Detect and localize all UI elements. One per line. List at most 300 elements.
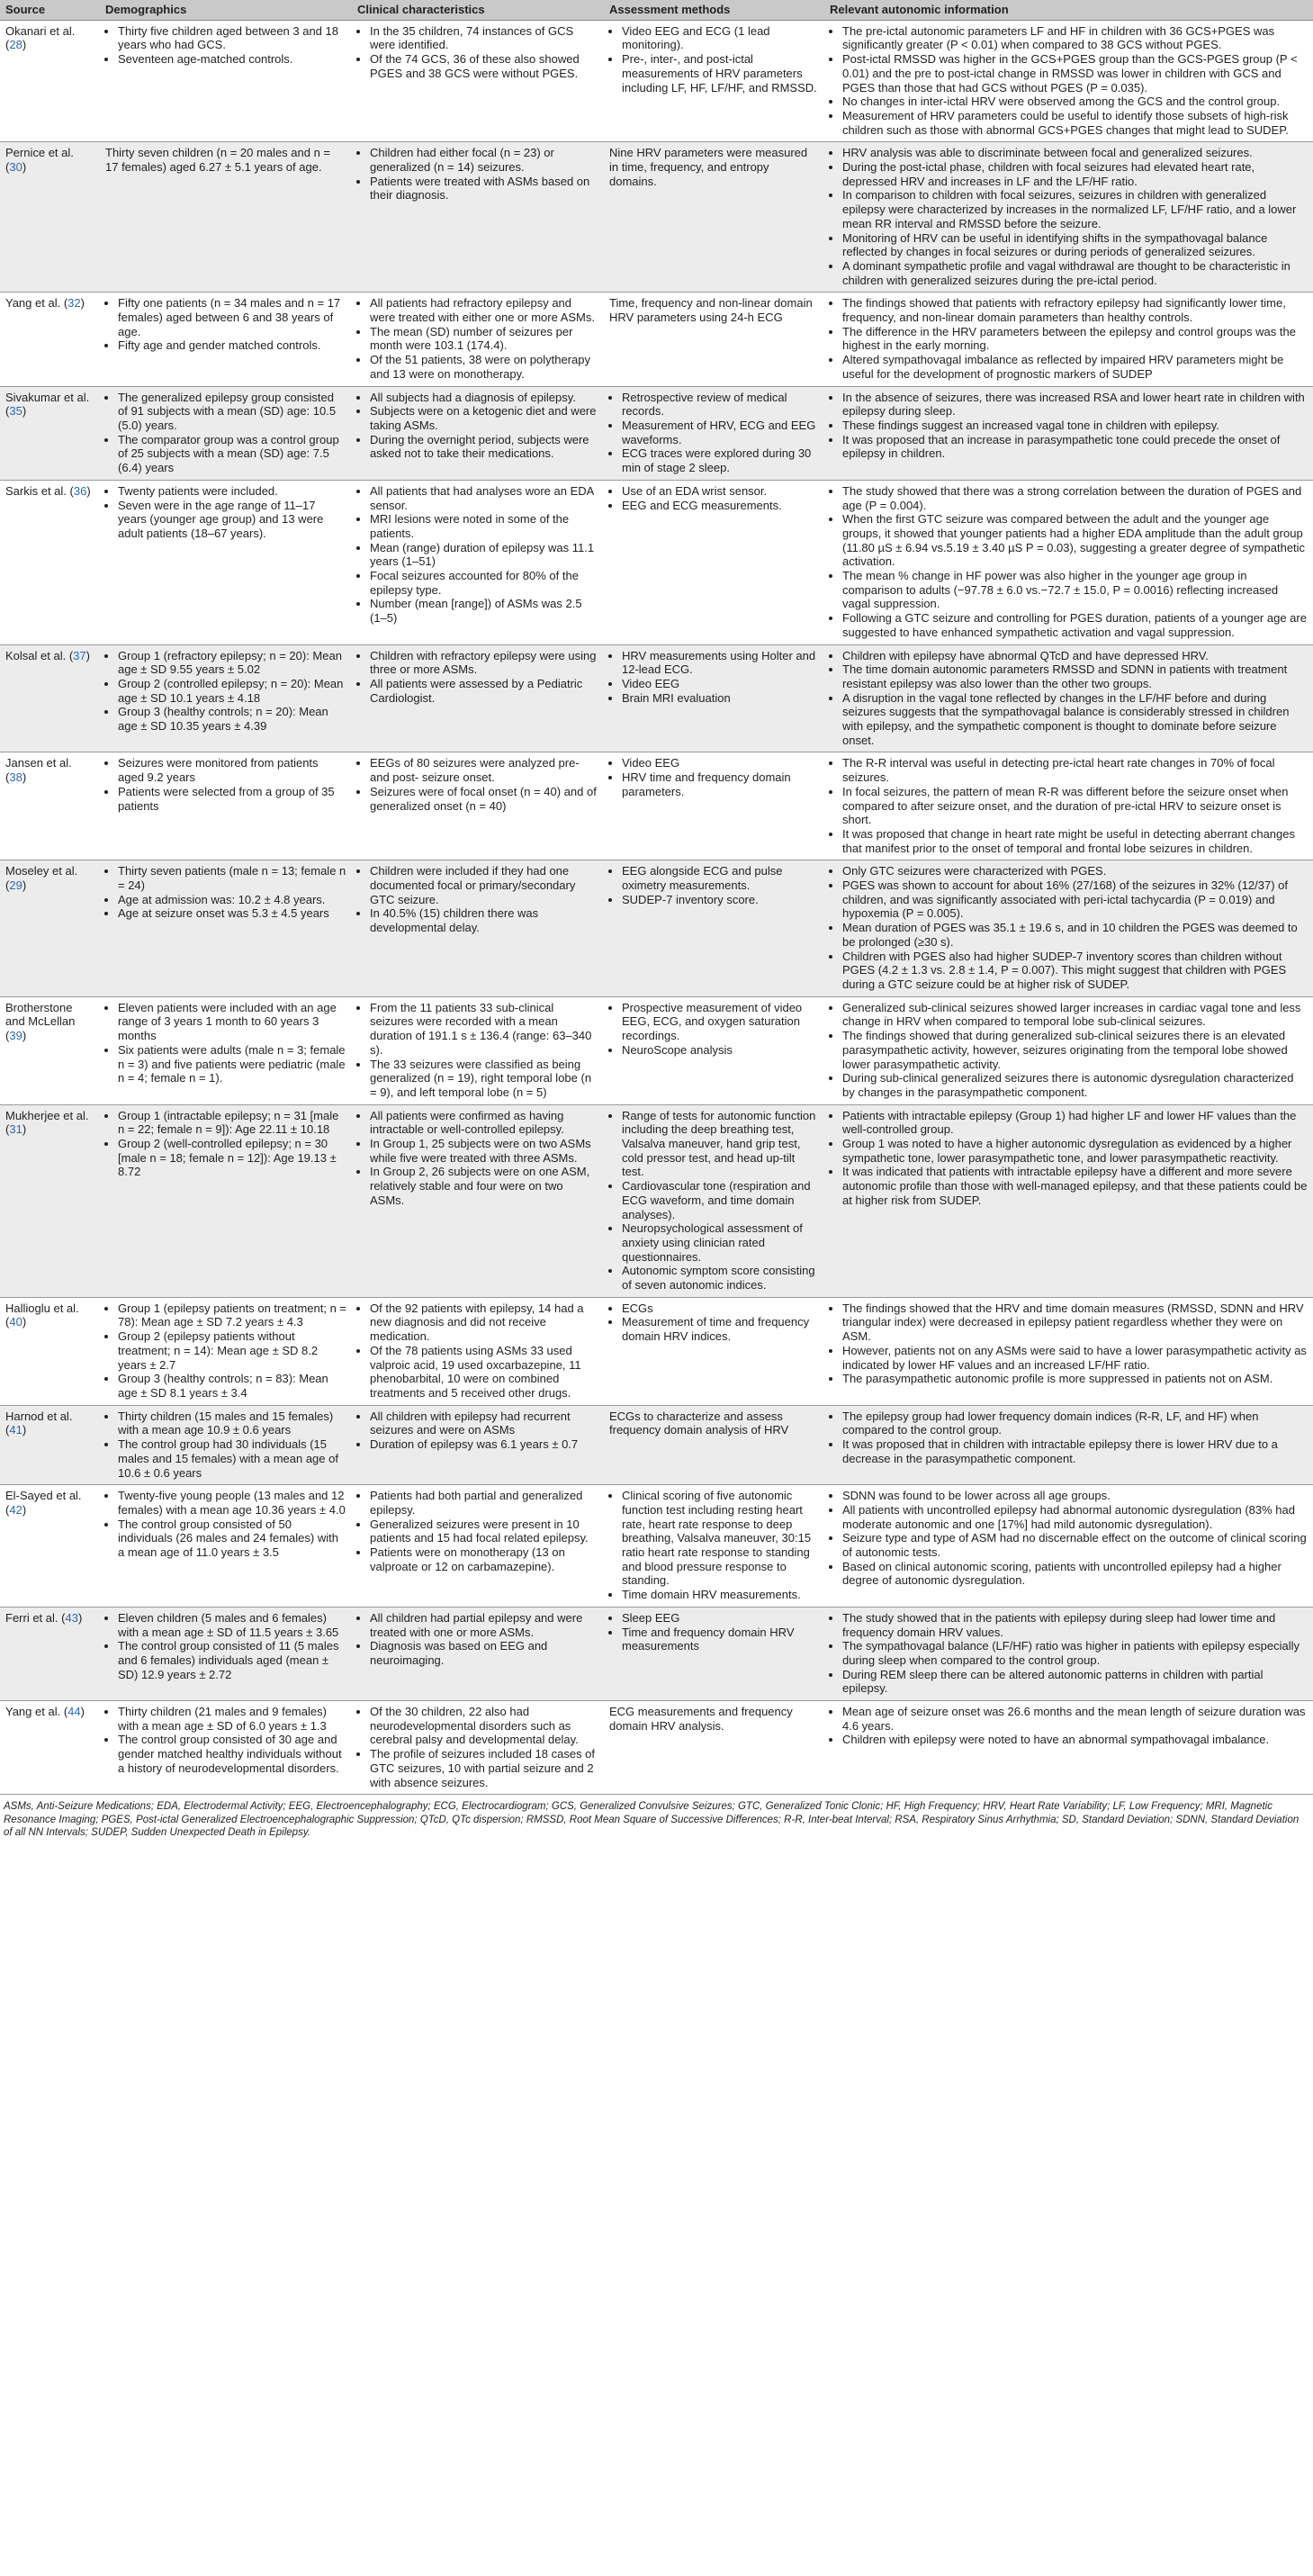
list-item: • Group 1 was noted to have a higher autonomic dysregulation as evidenced by a higher sympathetic tone, lower parasympathetic tone, and lower parasympathetic reactivity.: [842, 1137, 1308, 1165]
list-item: • Patients were on monotherapy (13 on valproate or 12 on carbamazepine).: [370, 1545, 598, 1573]
list-item: • Neuropsychological assessment of anxiety using clinician rated questionnaires.: [622, 1221, 819, 1264]
methods-cell: [604, 20, 824, 142]
list-item: • Age at admission was: 10.2 ± 4.8 years.: [118, 893, 346, 907]
list-item: • Number (mean [range]) of ASMs was 2.5 (1–5): [370, 597, 598, 625]
source-name: Moseley et al.: [5, 864, 78, 878]
list-item: • The 33 seizures were classified as being generalized (n = 19), right temporal lobe (n = 9), and left temporal lobe (n = 5): [370, 1058, 598, 1100]
list-item: • Thirty children (15 males and 15 females) with a mean age 10.9 ± 0.6 years: [118, 1410, 346, 1437]
list-item: • Children were included if they had one documented focal or primary/secondary GTC seizure.: [370, 864, 598, 906]
list-item: • The time domain autonomic parameters RMSSD and SDNN in patients with treatment resistant epilepsy was also lower than the other two groups.: [842, 662, 1308, 690]
list-item: • In Group 2, 26 subjects were on one ASM, relatively stable and four were on two ASMs.: [370, 1165, 598, 1207]
demographics-cell: [100, 1607, 352, 1700]
demographics-cell-list: [105, 864, 346, 921]
demographics-cell: [100, 1104, 352, 1297]
autonomic-cell-list: [830, 1611, 1308, 1696]
list-item: • The sympathovagal balance (LF/HF) ratio was higher in patients with epilepsy especially during sleep when compared to the control group.: [842, 1639, 1308, 1667]
list-item: • All children with epilepsy had recurrent seizures and were on ASMs: [370, 1410, 598, 1437]
list-item: • Mean age of seizure onset was 26.6 months and the mean length of seizure duration was 4.6 years.: [842, 1705, 1308, 1733]
table-row: [0, 386, 1313, 480]
list-item: • Patients were selected from a group of 35 patients: [118, 785, 346, 813]
source-name: Okanari et al.: [5, 23, 76, 38]
list-item: • ECG traces were explored during 30 min of stage 2 sleep.: [622, 446, 819, 474]
methods-cell: [604, 752, 824, 860]
list-item: • During REM sleep there can be altered autonomic patterns in children with partial epilepsy.: [842, 1668, 1308, 1696]
methods-cell: [604, 644, 824, 752]
list-item: • SUDEP-7 inventory score.: [622, 893, 819, 907]
source-cell: Jansen et al. (38): [0, 752, 100, 860]
demographics-cell-list: [105, 756, 346, 813]
methods-cell-list: [609, 24, 819, 95]
list-item: • All subjects had a diagnosis of epilepsy.: [370, 391, 598, 405]
list-item: • Group 3 (healthy controls; n = 83): Mean age ± SD 8.1 years ± 3.4: [118, 1372, 346, 1400]
table-row: [0, 1607, 1313, 1700]
list-item: • The difference in the HRV parameters between the epilepsy and control groups was the highest in the early morning.: [842, 325, 1308, 353]
reference-link[interactable]: 40: [9, 1315, 22, 1329]
reference-link[interactable]: 31: [9, 1122, 22, 1137]
header-source: Source: [0, 0, 100, 20]
table-row: [0, 860, 1313, 996]
list-item: • Measurement of HRV, ECG and EEG waveforms.: [622, 419, 819, 446]
list-item: • These findings suggest an increased vagal tone in children with epilepsy.: [842, 419, 1308, 433]
demographics-cell: [100, 142, 352, 293]
clinical-cell: [352, 1607, 604, 1700]
clinical-cell-list: [357, 756, 598, 813]
demographics-cell: [100, 644, 352, 752]
list-item: • Autonomic symptom score consisting of seven autonomic indices.: [622, 1264, 819, 1292]
list-item: • Children had either focal (n = 23) or generalized (n = 14) seizures.: [370, 146, 598, 174]
list-item: • Patients were treated with ASMs based on their diagnosis.: [370, 175, 598, 203]
source-name: Jansen et al.: [5, 756, 72, 770]
clinical-cell-list: [357, 1302, 598, 1401]
list-item: • It was indicated that patients with intractable epilepsy have a different and more severe autonomic profile than those with well-managed epilepsy, and that these patients could be at higher risk from SUDEP.: [842, 1165, 1308, 1207]
list-item: • Prospective measurement of video EEG, ECG, and oxygen saturation recordings.: [622, 1001, 819, 1043]
methods-cell: [604, 480, 824, 644]
list-item: • Group 1 (intractable epilepsy; n = 31 [male n = 22; female n = 9]): Age 22.11 ± 10.18: [118, 1109, 346, 1137]
demographics-cell: [100, 752, 352, 860]
methods-cell-text: Nine HRV parameters were measured in time, frequency, and entropy domains.: [609, 146, 808, 188]
list-item: • HRV analysis was able to discriminate between focal and generalized seizures.: [842, 146, 1308, 160]
source-name: Ferri et al.: [5, 1610, 58, 1625]
methods-cell: [604, 1485, 824, 1608]
list-item: • Fifty one patients (n = 34 males and n = 17 females) aged between 6 and 38 years of age.: [118, 296, 346, 338]
list-item: • Altered sympathovagal imbalance as reflected by impaired HRV parameters might be useful for the development of prognostic markers of SUDEP: [842, 353, 1308, 381]
clinical-cell-list: [357, 24, 598, 81]
header-clinical: Clinical characteristics: [352, 0, 604, 20]
autonomic-cell: [824, 1104, 1313, 1297]
autonomic-cell: [824, 1405, 1313, 1485]
list-item: • Video EEG and ECG (1 lead monitoring).: [622, 24, 819, 52]
source-name: Sivakumar et al.: [5, 390, 90, 404]
list-item: • Six patients were adults (male n = 3; female n = 3) and five patients were pediatric (male n = 4; female n = 1).: [118, 1043, 346, 1085]
list-item: • Group 2 (epilepsy patients without treatment; n = 14): Mean age ± SD 8.2 years ± 2.7: [118, 1329, 346, 1372]
list-item: • The comparator group was a control group of 25 subjects with a mean (SD) age: 7.5 (6.4) years: [118, 433, 346, 475]
source-name: Pernice et al.: [5, 146, 74, 160]
demographics-cell: [100, 996, 352, 1104]
clinical-cell: [352, 860, 604, 996]
demographics-cell-list: [105, 24, 346, 67]
table-row: [0, 644, 1313, 752]
reference-link[interactable]: 42: [9, 1502, 22, 1517]
list-item: • However, patients not on any ASMs were said to have a lower parasympathetic activity as indicated by lower HF values and an increased LF/HF ratio.: [842, 1344, 1308, 1372]
list-item: • EEG alongside ECG and pulse oximetry measurements.: [622, 864, 819, 892]
list-item: • Pre-, inter-, and post-ictal measurements of HRV parameters including LF, HF, LF/HF, and RMSSD.: [622, 52, 819, 95]
demographics-cell-list: [105, 1489, 346, 1560]
list-item: • Of the 92 patients with epilepsy, 14 had a new diagnosis and did not receive medication.: [370, 1302, 598, 1344]
clinical-cell: [352, 1701, 604, 1795]
reference-link[interactable]: 36: [73, 483, 87, 498]
list-item: • Patients with intractable epilepsy (Group 1) had higher LF and lower HF values than the well-controlled group.: [842, 1109, 1308, 1137]
list-item: • Seventeen age-matched controls.: [118, 52, 346, 67]
list-item: • In comparison to children with focal seizures, seizures in children with generalized epilepsy were characterized by increases in the normalized LF, LF/HF ratio, and a lower mean RR interval and RMSSD before the seizure.: [842, 188, 1308, 230]
list-item: • PGES was shown to account for about 16% (27/168) of the seizures in 32% (12/37) of children, and was significantly associated with peri-ictal tachycardia (P = 0.019) and hypoxemia (P = 0.005).: [842, 878, 1308, 921]
list-item: • In the 35 children, 74 instances of GCS were identified.: [370, 24, 598, 52]
list-item: • The profile of seizures included 18 cases of GTC seizures, 10 with partial seizure and 2 with absence seizures.: [370, 1747, 598, 1789]
list-item: • The control group had 30 individuals (15 males and 15 females) with a mean age of 10.6 ± 0.6 years: [118, 1437, 346, 1480]
header-methods: Assessment methods: [604, 0, 824, 20]
list-item: • Mean duration of PGES was 35.1 ± 19.6 s, and in 10 children the PGES was deemed to be prolonged (≥30 s).: [842, 921, 1308, 949]
list-item: • Only GTC seizures were characterized with PGES.: [842, 864, 1308, 878]
reference-link[interactable]: 44: [67, 1705, 81, 1719]
autonomic-cell: [824, 1607, 1313, 1700]
source-cell: Okanari et al. (28): [0, 20, 100, 142]
table-row: [0, 752, 1313, 860]
list-item: • Group 2 (controlled epilepsy; n = 20): Mean age ± SD 10.1 years ± 4.18: [118, 677, 346, 705]
source-name: Yang et al.: [5, 296, 61, 311]
clinical-cell: [352, 142, 604, 293]
autonomic-cell-list: [830, 1705, 1308, 1747]
list-item: • All patients were confirmed as having intractable or well-controlled epilepsy.: [370, 1109, 598, 1137]
methods-cell: [604, 1297, 824, 1405]
list-item: • The study showed that there was a strong correlation between the duration of PGES and age (P = 0.004).: [842, 484, 1308, 512]
table-body: [0, 20, 1313, 1795]
clinical-cell-list: [357, 146, 598, 203]
demographics-cell: [100, 480, 352, 644]
source-cell: Sivakumar et al. (35): [0, 386, 100, 480]
list-item: • In 40.5% (15) children there was developmental delay.: [370, 906, 598, 934]
autonomic-cell-list: [830, 1302, 1308, 1386]
table-row: [0, 142, 1313, 293]
source-cell: Brotherstone and McLellan (39): [0, 996, 100, 1104]
list-item: • Video EEG: [622, 756, 819, 770]
methods-cell-list: [609, 1489, 819, 1602]
autonomic-cell: [824, 386, 1313, 480]
clinical-cell: [352, 20, 604, 142]
demographics-cell: [100, 1485, 352, 1608]
methods-cell: [604, 996, 824, 1104]
clinical-cell: [352, 1297, 604, 1405]
list-item: • The mean (SD) number of seizures per month were 103.1 (174.4).: [370, 325, 598, 353]
list-item: • Time and frequency domain HRV measurements: [622, 1626, 819, 1653]
methods-cell-list: [609, 484, 819, 512]
autonomic-cell: [824, 293, 1313, 386]
autonomic-cell-list: [830, 1109, 1308, 1208]
list-item: • Following a GTC seizure and controlling for PGES duration, patients of a younger age are suggested to have enhanced sympathetic activation and vagal suppression.: [842, 611, 1308, 639]
autonomic-cell: [824, 480, 1313, 644]
source-name: Sarkis et al.: [5, 483, 67, 498]
source-cell: Moseley et al. (29): [0, 860, 100, 996]
list-item: • The control group consisted of 30 age and gender matched healthy individuals without a history of neurodevelopmental disorders.: [118, 1733, 346, 1775]
header-demographics: Demographics: [100, 0, 352, 20]
list-item: • The control group consisted of 50 individuals (26 males and 24 females) with a mean age of 11.0 years ± 3.5: [118, 1518, 346, 1560]
list-item: • All patients had refractory epilepsy and were treated with either one or more ASMs.: [370, 296, 598, 324]
source-cell: Yang et al. (44): [0, 1701, 100, 1795]
reference-link[interactable]: 39: [9, 1029, 22, 1043]
methods-cell: [604, 386, 824, 480]
methods-cell-list: [609, 391, 819, 475]
list-item: • Subjects were on a ketogenic diet and were taking ASMs.: [370, 404, 598, 432]
methods-cell-text: ECG measurements and frequency domain HRV analysis.: [609, 1705, 793, 1733]
list-item: • Group 1 (refractory epilepsy; n = 20): Mean age ± SD 9.55 years ± 5.02: [118, 649, 346, 677]
autonomic-cell: [824, 860, 1313, 996]
clinical-cell: [352, 293, 604, 386]
list-item: • All patients with uncontrolled epilepsy had abnormal autonomic dysregulation (83% had moderate autonomic and one [17%] had mild autonomic dysregulation).: [842, 1503, 1308, 1531]
table-header: [0, 0, 1313, 20]
demographics-cell-list: [105, 649, 346, 734]
source-cell: Harnod et al. (41): [0, 1405, 100, 1485]
list-item: • Twenty patients were included.: [118, 484, 346, 499]
autonomic-cell-list: [830, 1489, 1308, 1588]
autonomic-cell-list: [830, 391, 1308, 462]
autonomic-cell: [824, 752, 1313, 860]
demographics-cell: [100, 386, 352, 480]
source-name: Mukherjee et al.: [5, 1108, 89, 1122]
list-item: • HRV measurements using Holter and 12-lead ECG.: [622, 649, 819, 677]
list-item: • All patients were assessed by a Pediatric Cardiologist.: [370, 677, 598, 705]
reference-link[interactable]: 37: [73, 648, 86, 662]
autonomic-cell-list: [830, 24, 1308, 138]
list-item: • All patients that had analyses wore an EDA sensor.: [370, 484, 598, 512]
table-row: [0, 1104, 1313, 1297]
demographics-cell: [100, 293, 352, 386]
list-item: • From the 11 patients 33 sub-clinical seizures were recorded with a mean duration of 191.1 s ± 136.4 (range: 63–340 s).: [370, 1001, 598, 1058]
list-item: • Brain MRI evaluation: [622, 691, 819, 706]
list-item: • In the absence of seizures, there was increased RSA and lower heart rate in children with epilepsy during sleep.: [842, 391, 1308, 419]
list-item: • Video EEG: [622, 677, 819, 691]
reference-link[interactable]: 30: [9, 160, 22, 175]
source-name: Yang et al.: [5, 1705, 61, 1719]
clinical-cell: [352, 996, 604, 1104]
list-item: • Of the 30 children, 22 also had neurodevelopmental disorders such as cerebral palsy and developmental delay.: [370, 1705, 598, 1747]
clinical-cell-list: [357, 1705, 598, 1789]
autonomic-cell: [824, 20, 1313, 142]
list-item: • Children with refractory epilepsy were using three or more ASMs.: [370, 649, 598, 677]
autonomic-cell-list: [830, 1410, 1308, 1466]
list-item: • Generalized sub-clinical seizures showed larger increases in cardiac vagal tone and less change in HRV when compared to temporal lobe sub-clinical seizures.: [842, 1001, 1308, 1029]
header-row: [0, 0, 1313, 20]
clinical-cell-list: [357, 1109, 598, 1208]
list-item: • Of the 51 patients, 38 were on polytherapy and 13 were on monotherapy.: [370, 353, 598, 381]
clinical-cell-list: [357, 1001, 598, 1100]
demographics-cell-list: [105, 296, 346, 353]
list-item: • Diagnosis was based on EEG and neuroimaging.: [370, 1639, 598, 1667]
list-item: • ECGs: [622, 1302, 819, 1316]
methods-cell-text: Time, frequency and non-linear domain HRV parameters using 24-h ECG: [609, 296, 813, 325]
demographics-cell-list: [105, 1001, 346, 1085]
table-footnote: ASMs, Anti-Seizure Medications; EDA, Electrodermal Activity; EEG, Electroencephalography; ECG, Electrocardiogram; GCS, Generalized Convulsive Seizures; GTC, Generalized Tonic Clonic; HF, High Frequency; HRV, Heart Rate Variability; LF, Low Frequency; MRI, Magnetic Resonance Imaging; PGES, Post-ictal Generalized Electroencephalographic Suppression; QTcD, QTc dispersion; RMSSD, Root Mean Square of Successive Differences; R-R, Inter-beat Interval; RSA, Respiratory Sinus Arrhythmia; SD, Standard Deviation; SDNN, Standard Deviation of all NN Intervals; SUDEP, Sudden Unexpected Death in Epilepsy.: [4, 1801, 1300, 1839]
clinical-cell-list: [357, 864, 598, 935]
list-item: • Children with PGES also had higher SUDEP-7 inventory scores than children without PGES (4.2 ± 1.3 vs. 2.8 ± 1.4, P = 0.007). This might suggest that children with PGES during a GTC seizure could be at higher risk of SUDEP.: [842, 950, 1308, 992]
reference-link[interactable]: 35: [9, 404, 22, 419]
autonomic-cell: [824, 1485, 1313, 1608]
autonomic-cell: [824, 644, 1313, 752]
list-item: • Children with epilepsy were noted to have an abnormal sympathovagal imbalance.: [842, 1733, 1308, 1747]
clinical-cell: [352, 386, 604, 480]
methods-cell-text: ECGs to characterize and assess frequency domain analysis of HRV: [609, 1409, 789, 1437]
list-item: • Thirty children (21 males and 9 females) with a mean age ± SD of 6.0 years ± 1.3: [118, 1705, 346, 1733]
list-item: • Clinical scoring of five autonomic function test including resting heart rate, heart rate response to deep breathing, Valsalva maneuver, 30:15 ratio heart rate response to standing and blood pressure response to standing.: [622, 1489, 819, 1588]
list-item: • Age at seizure onset was 5.3 ± 4.5 years: [118, 906, 346, 921]
reference-link[interactable]: 43: [65, 1610, 78, 1625]
list-item: • Children with epilepsy have abnormal QTcD and have depressed HRV.: [842, 649, 1308, 663]
list-item: • Range of tests for autonomic function including the deep breathing test, Valsalva maneuver, hand grip test, cold pressor test, and head up-tilt test.: [622, 1109, 819, 1180]
list-item: • The findings showed that patients with refractory epilepsy had significantly lower time, frequency, and non-linear domain parameters than healthy controls.: [842, 296, 1308, 324]
list-item: • MRI lesions were noted in some of the patients.: [370, 512, 598, 540]
source-cell: Pernice et al. (30): [0, 142, 100, 293]
reference-link[interactable]: 38: [9, 770, 22, 785]
list-item: • During the overnight period, subjects were asked not to take their medications.: [370, 433, 598, 461]
methods-cell: [604, 860, 824, 996]
demographics-cell: [100, 1405, 352, 1485]
list-item: • Focal seizures accounted for 80% of the epilepsy type.: [370, 569, 598, 597]
list-item: • The mean % change in HF power was also higher in the younger age group in comparison to adults (−97.78 ± 6.0 vs.−72.7 ± 15.0, P = 0.0016) reflecting increased vagal suppression.: [842, 569, 1308, 611]
header-autonomic: Relevant autonomic information: [824, 0, 1313, 20]
list-item: • All children had partial epilepsy and were treated with one or more ASMs.: [370, 1611, 598, 1639]
list-item: • The pre-ictal autonomic parameters LF and HF in children with 36 GCS+PGES was significantly greater (P < 0.01) when compared to 38 GCS without PGES.: [842, 24, 1308, 52]
methods-cell-list: [609, 1302, 819, 1344]
list-item: • SDNN was found to be lower across all age groups.: [842, 1489, 1308, 1503]
methods-cell-list: [609, 1611, 819, 1653]
list-item: • Thirty five children aged between 3 and 18 years who had GCS.: [118, 24, 346, 52]
list-item: • EEGs of 80 seizures were analyzed pre- and post- seizure onset.: [370, 756, 598, 784]
list-item: • Eleven patients were included with an age range of 3 years 1 month to 60 years 3 months: [118, 1001, 346, 1043]
list-item: • Seven were in the age range of 11–17 years (younger age group) and 13 were adult patients (18–67 years).: [118, 499, 346, 541]
list-item: • The control group consisted of 11 (5 males and 6 females) individuals aged (mean ± SD) 12.9 years ± 2.72: [118, 1639, 346, 1681]
reference-link[interactable]: 32: [67, 296, 81, 311]
source-name: Harnod et al.: [5, 1409, 73, 1423]
table-row: [0, 293, 1313, 386]
list-item: • Thirty seven patients (male n = 13; female n = 24): [118, 864, 346, 892]
methods-cell: [604, 142, 824, 293]
list-item: • Cardiovascular tone (respiration and ECG waveform, and time domain analyses).: [622, 1179, 819, 1221]
clinical-cell-list: [357, 391, 598, 462]
list-item: • Monitoring of HRV can be useful in identifying shifts in the sympathovagal balance reflected by changes in focal seizures or during periods of generalized seizures.: [842, 231, 1308, 259]
methods-cell-list: [609, 1001, 819, 1058]
table-row: [0, 20, 1313, 142]
list-item: • The study showed that in the patients with epilepsy during sleep had lower time and frequency domain HRV values.: [842, 1611, 1308, 1639]
source-cell: Hallioglu et al. (40): [0, 1297, 100, 1405]
list-item: • The R-R interval was useful in detecting pre-ictal heart rate changes in 70% of focal seizures.: [842, 756, 1308, 784]
source-cell: El-Sayed et al. (42): [0, 1485, 100, 1608]
clinical-cell-list: [357, 484, 598, 626]
demographics-cell-list: [105, 1302, 346, 1401]
demographics-cell-list: [105, 1705, 346, 1776]
autonomic-cell: [824, 142, 1313, 293]
table-row: [0, 1297, 1313, 1405]
list-item: • Duration of epilepsy was 6.1 years ± 0.7: [370, 1437, 598, 1452]
demographics-cell-list: [105, 484, 346, 541]
list-item: • Seizures were of focal onset (n = 40) and of generalized onset (n = 40): [370, 785, 598, 813]
list-item: • The findings showed that the HRV and time domain measures (RMSSD, SDNN and HRV triangular index) were decreased in epilepsy patient regardless whether they were on ASM.: [842, 1302, 1308, 1344]
methods-cell: [604, 1701, 824, 1795]
reference-link[interactable]: 29: [9, 878, 22, 893]
demographics-cell-text: Thirty seven children (n = 20 males and n = 17 females) aged 6.27 ± 5.1 years of age.: [105, 146, 331, 175]
source-name: Hallioglu et al.: [5, 1301, 79, 1315]
list-item: • It was proposed that in children with intractable epilepsy there is lower HRV due to a decrease in the parasympathetic component.: [842, 1437, 1308, 1465]
table-row: [0, 996, 1313, 1104]
list-item: • Of the 78 patients using ASMs 33 used valproic acid, 19 used oxcarbazepine, 11 phenobarbital, 10 were on combined treatments and 5 received other drugs.: [370, 1344, 598, 1401]
list-item: • The generalized epilepsy group consisted of 91 subjects with a mean (SD) age: 10.5 (5.0) years.: [118, 391, 346, 433]
list-item: • The epilepsy group had lower frequency domain indices (R-R, LF, and HF) when compared to the control group.: [842, 1410, 1308, 1437]
demographics-cell-list: [105, 391, 346, 475]
source-cell: Ferri et al. (43): [0, 1607, 100, 1700]
demographics-cell: [100, 860, 352, 996]
list-item: • During the post-ictal phase, children with focal seizures had elevated heart rate, depressed HRV and increases in LF and the LF/HF ratio.: [842, 160, 1308, 188]
source-cell: Sarkis et al. (36): [0, 480, 100, 644]
list-item: • Measurement of HRV parameters could be useful to identify those subsets of high-risk children such as those with abnormal GCS+PGES changes that might lead to SUDEP.: [842, 109, 1308, 137]
list-item: • Of the 74 GCS, 36 of these also showed PGES and 38 GCS were without PGES.: [370, 52, 598, 80]
table-row: [0, 480, 1313, 644]
autonomic-cell-list: [830, 649, 1308, 748]
list-item: • Group 1 (epilepsy patients on treatment; n = 78): Mean age ± SD 7.2 years ± 4.3: [118, 1302, 346, 1329]
clinical-cell: [352, 644, 604, 752]
clinical-cell: [352, 1405, 604, 1485]
clinical-cell: [352, 1485, 604, 1608]
list-item: • Fifty age and gender matched controls.: [118, 338, 346, 353]
source-cell: Kolsal et al. (37): [0, 644, 100, 752]
list-item: • Measurement of time and frequency domain HRV indices.: [622, 1315, 819, 1343]
clinical-cell: [352, 480, 604, 644]
source-name: El-Sayed et al.: [5, 1489, 82, 1503]
list-item: • A dominant sympathetic profile and vagal withdrawal are thought to be characteristic in children with generalized seizures during the pre-ictal period.: [842, 259, 1308, 287]
list-item: • Mean (range) duration of epilepsy was 11.1 years (1–51): [370, 541, 598, 569]
autonomic-cell-list: [830, 484, 1308, 640]
list-item: • No changes in inter-ictal HRV were observed among the GCS and the control group.: [842, 95, 1308, 109]
methods-cell: [604, 1405, 824, 1485]
list-item: • Retrospective review of medical records.: [622, 391, 819, 419]
list-item: • The parasympathetic autonomic profile is more suppressed in patients not on ASM.: [842, 1372, 1308, 1386]
list-item: • Time domain HRV measurements.: [622, 1588, 819, 1602]
reference-link[interactable]: 41: [9, 1423, 22, 1437]
autonomic-cell-list: [830, 756, 1308, 855]
demographics-cell: [100, 20, 352, 142]
list-item: • HRV time and frequency domain parameters.: [622, 770, 819, 798]
demographics-cell-list: [105, 1611, 346, 1682]
autonomic-cell: [824, 1701, 1313, 1795]
list-item: • Seizure type and type of ASM had no discernable effect on the outcome of clinical scoring of autonomic tests.: [842, 1531, 1308, 1559]
list-item: • Group 2 (well-controlled epilepsy; n = 30 [male n = 18; female n = 12]): Age 19.13 ± 8.72: [118, 1137, 346, 1179]
list-item: • Patients had both partial and generalized epilepsy.: [370, 1489, 598, 1517]
source-name: Kolsal et al.: [5, 648, 67, 662]
clinical-cell-list: [357, 1611, 598, 1668]
clinical-cell: [352, 752, 604, 860]
methods-cell: [604, 293, 824, 386]
list-item: • In Group 1, 25 subjects were on two ASMs while five were treated with three ASMs.: [370, 1137, 598, 1165]
list-item: • Based on clinical autonomic scoring, patients with uncontrolled epilepsy had a higher degree of autonomic dysregulation.: [842, 1560, 1308, 1588]
clinical-cell-list: [357, 1410, 598, 1452]
list-item: • Post-ictal RMSSD was higher in the GCS+PGES group than the GCS-PGES group (P < 0.01) and the pre to post-ictal change in RMSSD was lower in children with GCS and PGES than those that had GCS without PGES (P = 0.035).: [842, 52, 1308, 95]
methods-cell: [604, 1104, 824, 1297]
demographics-cell-list: [105, 1410, 346, 1481]
list-item: • The findings showed that during generalized sub-clinical seizures there is an elevated parasympathetic activity, however, seizures originating from the temporal lobe showed lower parasympathetic activity.: [842, 1029, 1308, 1071]
demographics-cell: [100, 1297, 352, 1405]
reference-link[interactable]: 28: [9, 38, 22, 52]
methods-cell-list: [609, 864, 819, 906]
demographics-cell: [100, 1701, 352, 1795]
list-item: • When the first GTC seizure was compared between the adult and the younger age groups, it showed that younger patients had a higher EDA amplitude than the adult group (11.80 µS ± 6.94 vs.5.19 ± 3.40 µS P = 0.03), suggesting a greater degree of sympathetic activation.: [842, 512, 1308, 569]
methods-cell: [604, 1607, 824, 1700]
autonomic-cell: [824, 996, 1313, 1104]
list-item: • Seizures were monitored from patients aged 9.2 years: [118, 756, 346, 784]
